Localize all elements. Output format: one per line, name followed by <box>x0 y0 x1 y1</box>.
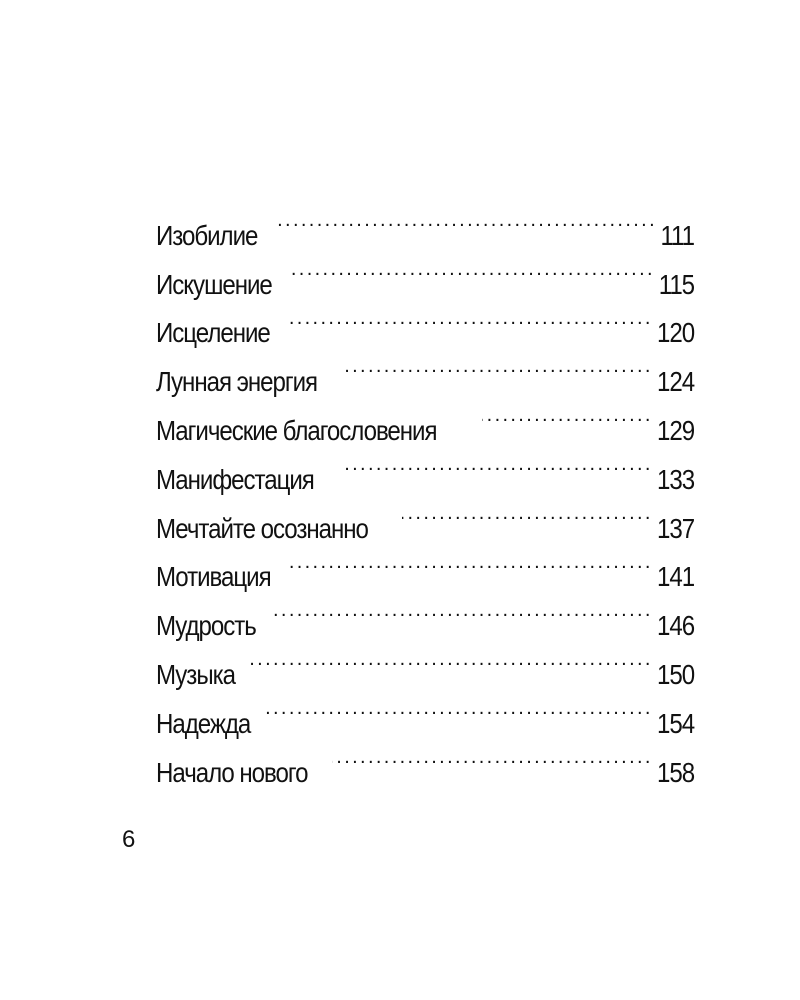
toc-dot-leader <box>288 294 649 343</box>
toc-dot-leader <box>482 391 649 440</box>
toc-entry-title: Мотивация <box>156 561 271 593</box>
toc-entry-title: Манифестация <box>156 463 314 495</box>
toc-entry-title: Мудрость <box>156 610 256 642</box>
toc-dot-leader <box>343 342 649 391</box>
toc-entry-title: Исцеление <box>156 317 270 349</box>
toc-dot-leader <box>340 440 649 489</box>
toc-dot-leader <box>248 635 649 684</box>
toc-entry-title: Изобилие <box>156 219 258 251</box>
toc-entry-title: Надежда <box>156 707 251 739</box>
toc-entry-title: Музыка <box>156 658 235 690</box>
table-of-contents <box>156 196 694 788</box>
toc-entry-page: 120 <box>656 317 694 349</box>
toc-dot-leader <box>402 489 648 538</box>
toc-entry-title: Начало нового <box>156 756 308 788</box>
toc-dot-leader <box>272 586 649 635</box>
toc-entry-page: 124 <box>656 366 694 398</box>
toc-entry[interactable] <box>156 196 694 251</box>
toc-entry-title: Мечтайте осознанно <box>156 512 368 544</box>
toc-dot-leader <box>291 245 651 294</box>
toc-dot-leader <box>266 684 649 733</box>
toc-entry-page: 146 <box>656 610 694 642</box>
toc-entry-page: 111 <box>660 219 694 251</box>
toc-entry-page: 150 <box>656 658 694 690</box>
toc-entry-title: Магические благословения <box>156 414 437 446</box>
toc-entry-page: 158 <box>656 756 694 788</box>
toc-entry-page: 129 <box>656 414 694 446</box>
page-number: 6 <box>122 826 136 853</box>
toc-dot-leader <box>289 538 649 587</box>
toc-entry-page: 115 <box>658 268 694 300</box>
toc-entry-title: Лунная энергия <box>156 366 318 398</box>
toc-dot-leader <box>332 733 649 782</box>
toc-entry-page: 154 <box>656 707 694 739</box>
toc-entry[interactable] <box>156 684 694 739</box>
toc-entry-page: 141 <box>656 561 694 593</box>
toc-dot-leader <box>274 196 653 245</box>
toc-entry-page: 133 <box>656 463 694 495</box>
toc-entry-title: Искушение <box>156 268 272 300</box>
toc-entry-page: 137 <box>656 512 694 544</box>
